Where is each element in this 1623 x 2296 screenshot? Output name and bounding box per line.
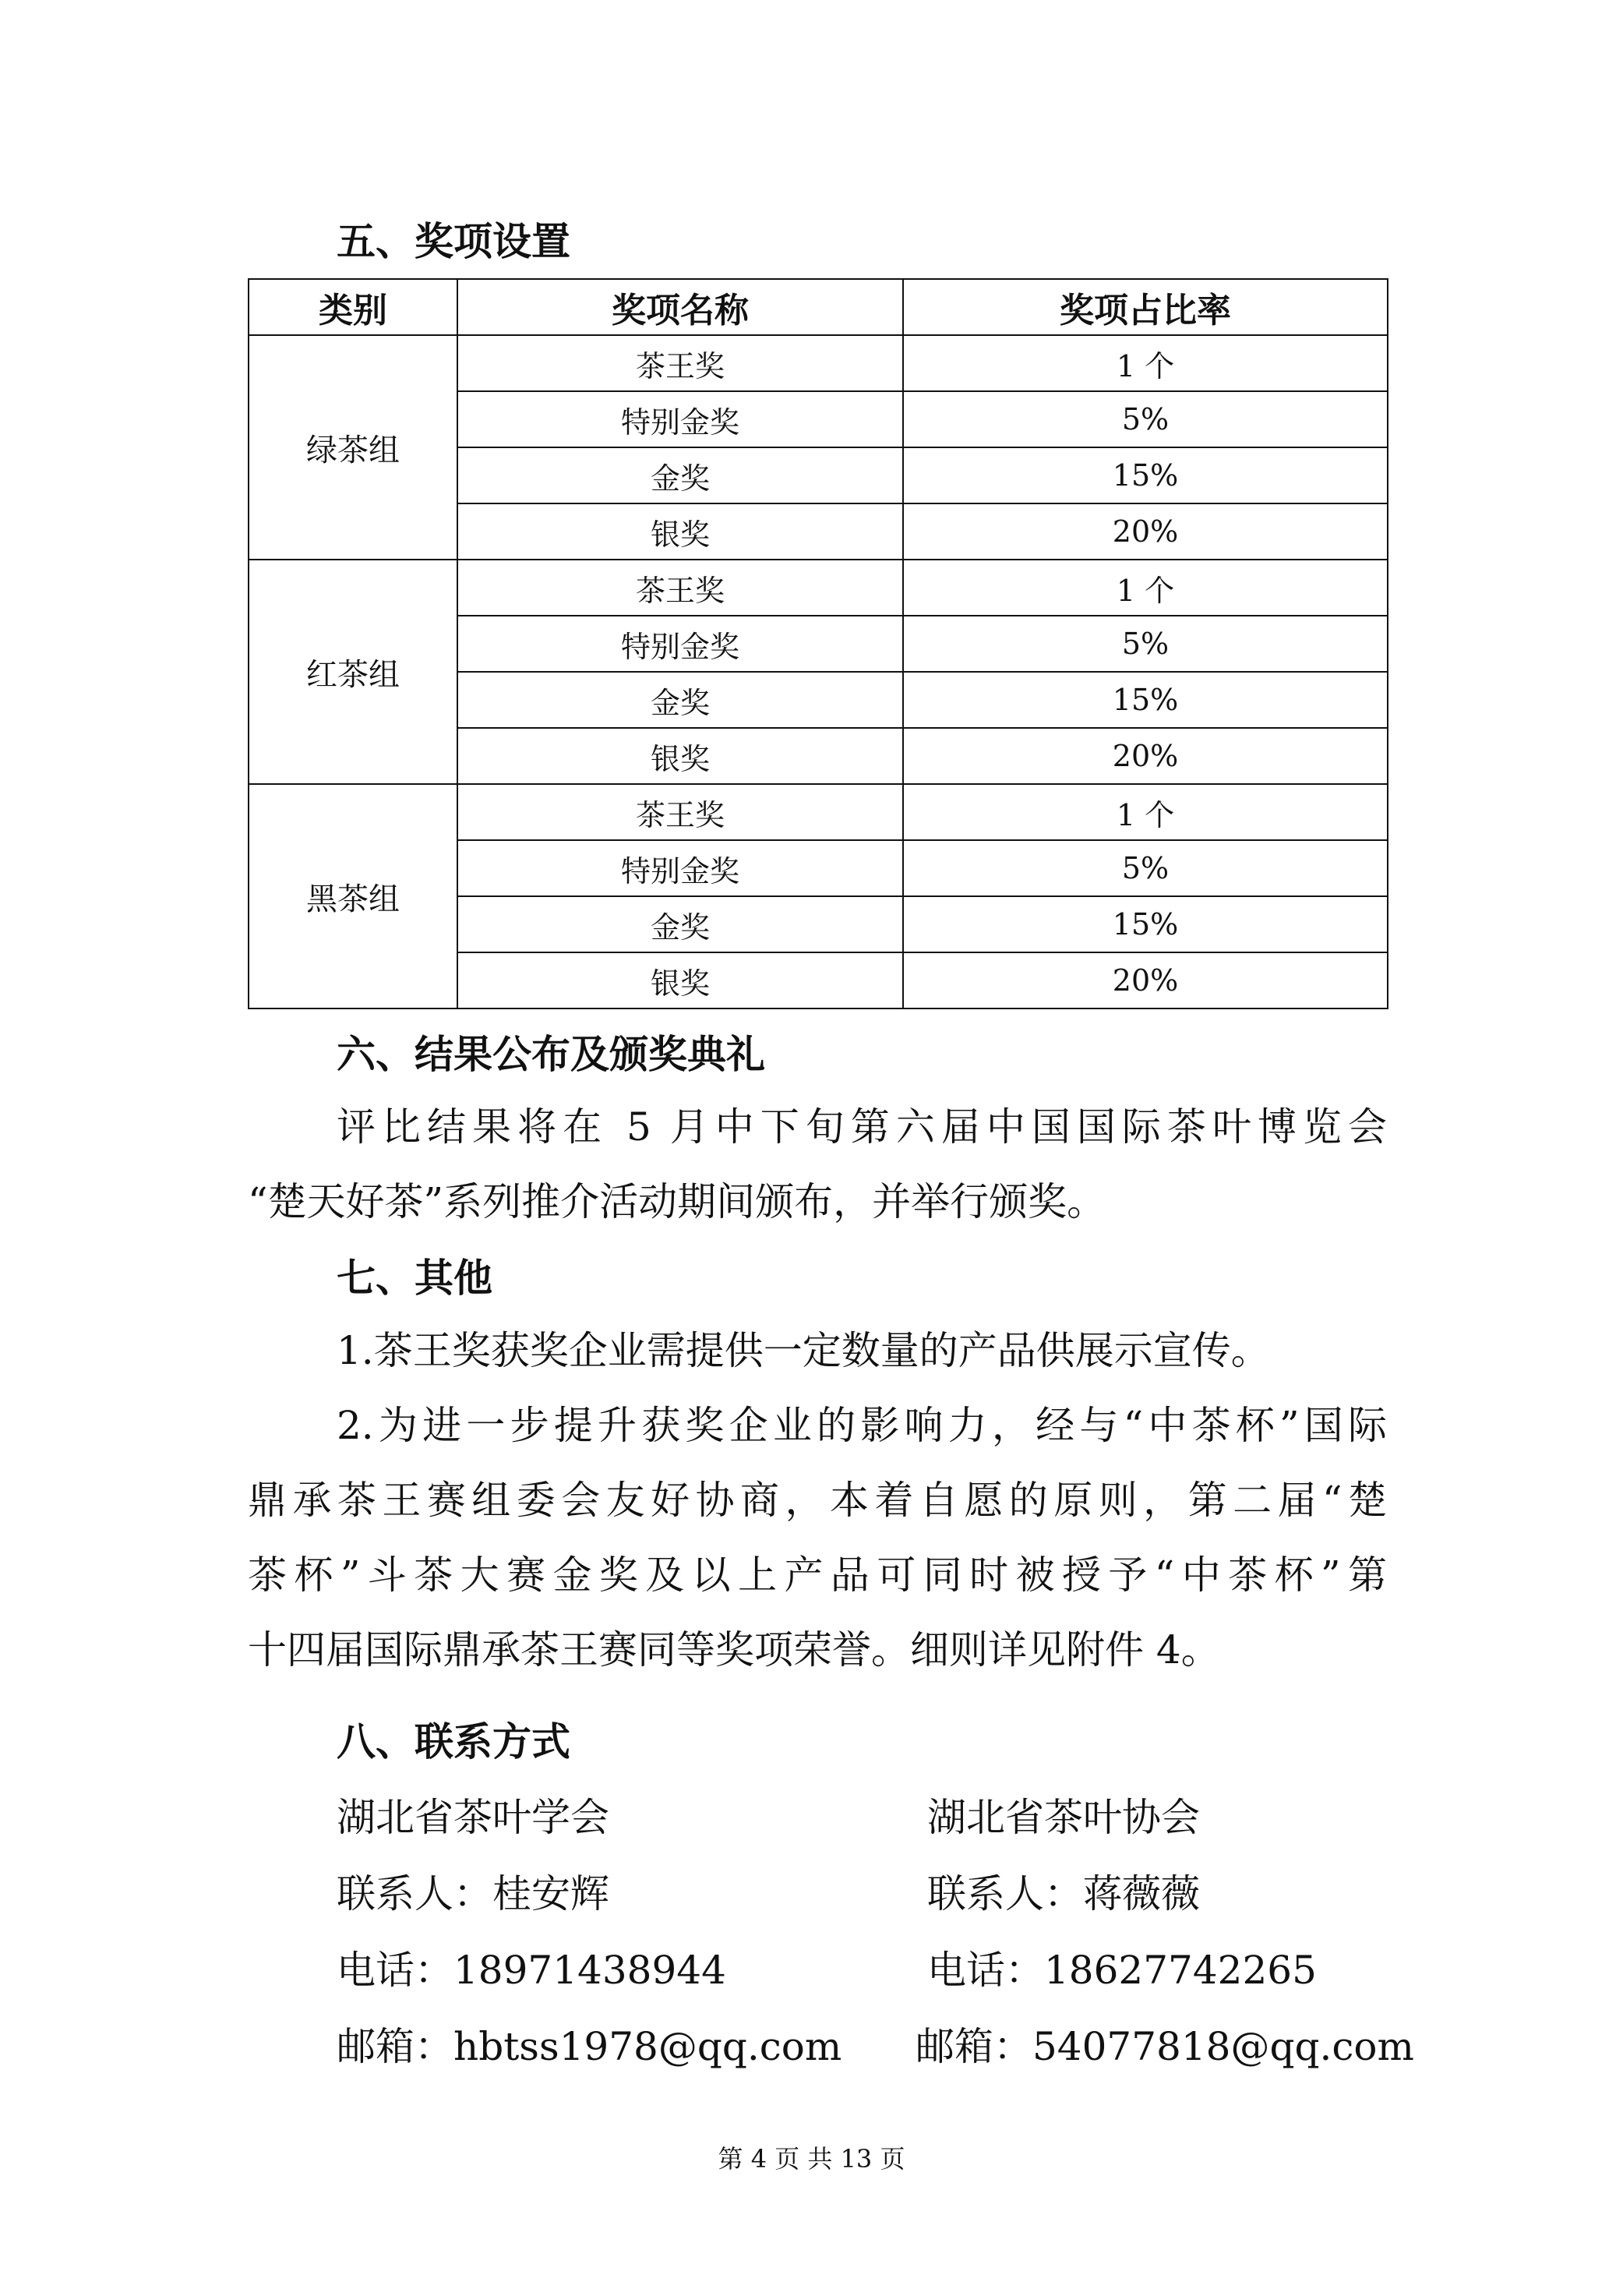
award-rate-cell: 20% bbox=[903, 728, 1388, 784]
award-rate-cell: 5% bbox=[903, 840, 1388, 896]
award-rate-cell: 1 个 bbox=[903, 784, 1388, 840]
award-rate-cell: 1 个 bbox=[903, 560, 1388, 616]
award-rate-cell: 20% bbox=[903, 952, 1388, 1008]
award-name-cell: 特别金奖 bbox=[457, 616, 903, 672]
table-row bbox=[249, 560, 1388, 616]
contact-right-org: 湖北省茶叶协会 bbox=[927, 1795, 1200, 1840]
page-number-footer: 第 4 页 共 13 页 bbox=[718, 2144, 905, 2174]
award-rate-cell: 1 个 bbox=[903, 335, 1388, 391]
table-row bbox=[249, 335, 1388, 391]
award-name-cell: 银奖 bbox=[457, 728, 903, 784]
section6-line-2: “楚天好茶”系列推介活动期间颁布，并举行颁奖。 bbox=[248, 1179, 1106, 1224]
contact-left-phone: 电话：18971438944 bbox=[337, 1948, 726, 1993]
contact-left-person: 联系人：桂安辉 bbox=[337, 1871, 609, 1916]
section7-title: 七、其他 bbox=[337, 1256, 492, 1301]
section7-item-1: 1.茶王奖获奖企业需提供一定数量的产品供展示宣传。 bbox=[337, 1328, 1270, 1373]
section7-item-2-line-3: 茶杯”斗茶大赛金奖及以上产品可同时被授予“中茶杯”第 bbox=[248, 1552, 1387, 1598]
award-rate-cell: 15% bbox=[903, 896, 1388, 952]
header-award-name: 奖项名称 bbox=[457, 279, 903, 335]
contact-right-person: 联系人：蒋薇薇 bbox=[927, 1871, 1200, 1916]
contact-right-email: 邮箱：54077818@qq.com bbox=[916, 2024, 1414, 2069]
award-name-cell: 金奖 bbox=[457, 672, 903, 728]
award-name-cell: 金奖 bbox=[457, 447, 903, 503]
header-award-rate: 奖项占比率 bbox=[903, 279, 1388, 335]
section6-title: 六、结果公布及颁奖典礼 bbox=[337, 1032, 765, 1077]
group-dark-tea: 黑茶组 bbox=[249, 784, 457, 1008]
contact-left-email: 邮箱：hbtss1978@qq.com bbox=[337, 2024, 842, 2069]
section7-item-2-line-2: 鼎承茶王赛组委会友好协商，本着自愿的原则，第二届“楚 bbox=[248, 1478, 1387, 1523]
awards-table bbox=[248, 278, 1388, 1009]
award-name-cell: 银奖 bbox=[457, 952, 903, 1008]
award-name-cell: 特别金奖 bbox=[457, 391, 903, 447]
header-category: 类别 bbox=[249, 279, 457, 335]
award-rate-cell: 5% bbox=[903, 391, 1388, 447]
award-name-cell: 茶王奖 bbox=[457, 335, 903, 391]
award-name-cell: 茶王奖 bbox=[457, 560, 903, 616]
section6-line-1: 评比结果将在 5 月中下旬第六届中国国际茶叶博览会 bbox=[337, 1104, 1387, 1150]
award-rate-cell: 15% bbox=[903, 672, 1388, 728]
award-name-cell: 茶王奖 bbox=[457, 784, 903, 840]
award-name-cell: 银奖 bbox=[457, 503, 903, 560]
section7-item-2-line-4: 十四届国际鼎承茶王赛同等奖项荣誉。细则详见附件 4。 bbox=[248, 1627, 1220, 1673]
award-name-cell: 特别金奖 bbox=[457, 840, 903, 896]
contact-right-phone: 电话：18627742265 bbox=[927, 1948, 1317, 1993]
group-green-tea: 绿茶组 bbox=[249, 335, 457, 560]
group-black-tea: 红茶组 bbox=[249, 560, 457, 784]
award-rate-cell: 15% bbox=[903, 447, 1388, 503]
award-rate-cell: 5% bbox=[903, 616, 1388, 672]
section7-item-2-line-1: 2.为进一步提升获奖企业的影响力，经与“中茶杯”国际 bbox=[337, 1403, 1387, 1448]
section8-title: 八、联系方式 bbox=[337, 1719, 570, 1764]
contact-left-org: 湖北省茶叶学会 bbox=[337, 1795, 609, 1840]
table-header-row bbox=[249, 279, 1388, 335]
award-name-cell: 金奖 bbox=[457, 896, 903, 952]
table-row bbox=[249, 784, 1388, 840]
section5-title: 五、奖项设置 bbox=[337, 219, 570, 264]
award-rate-cell: 20% bbox=[903, 503, 1388, 560]
